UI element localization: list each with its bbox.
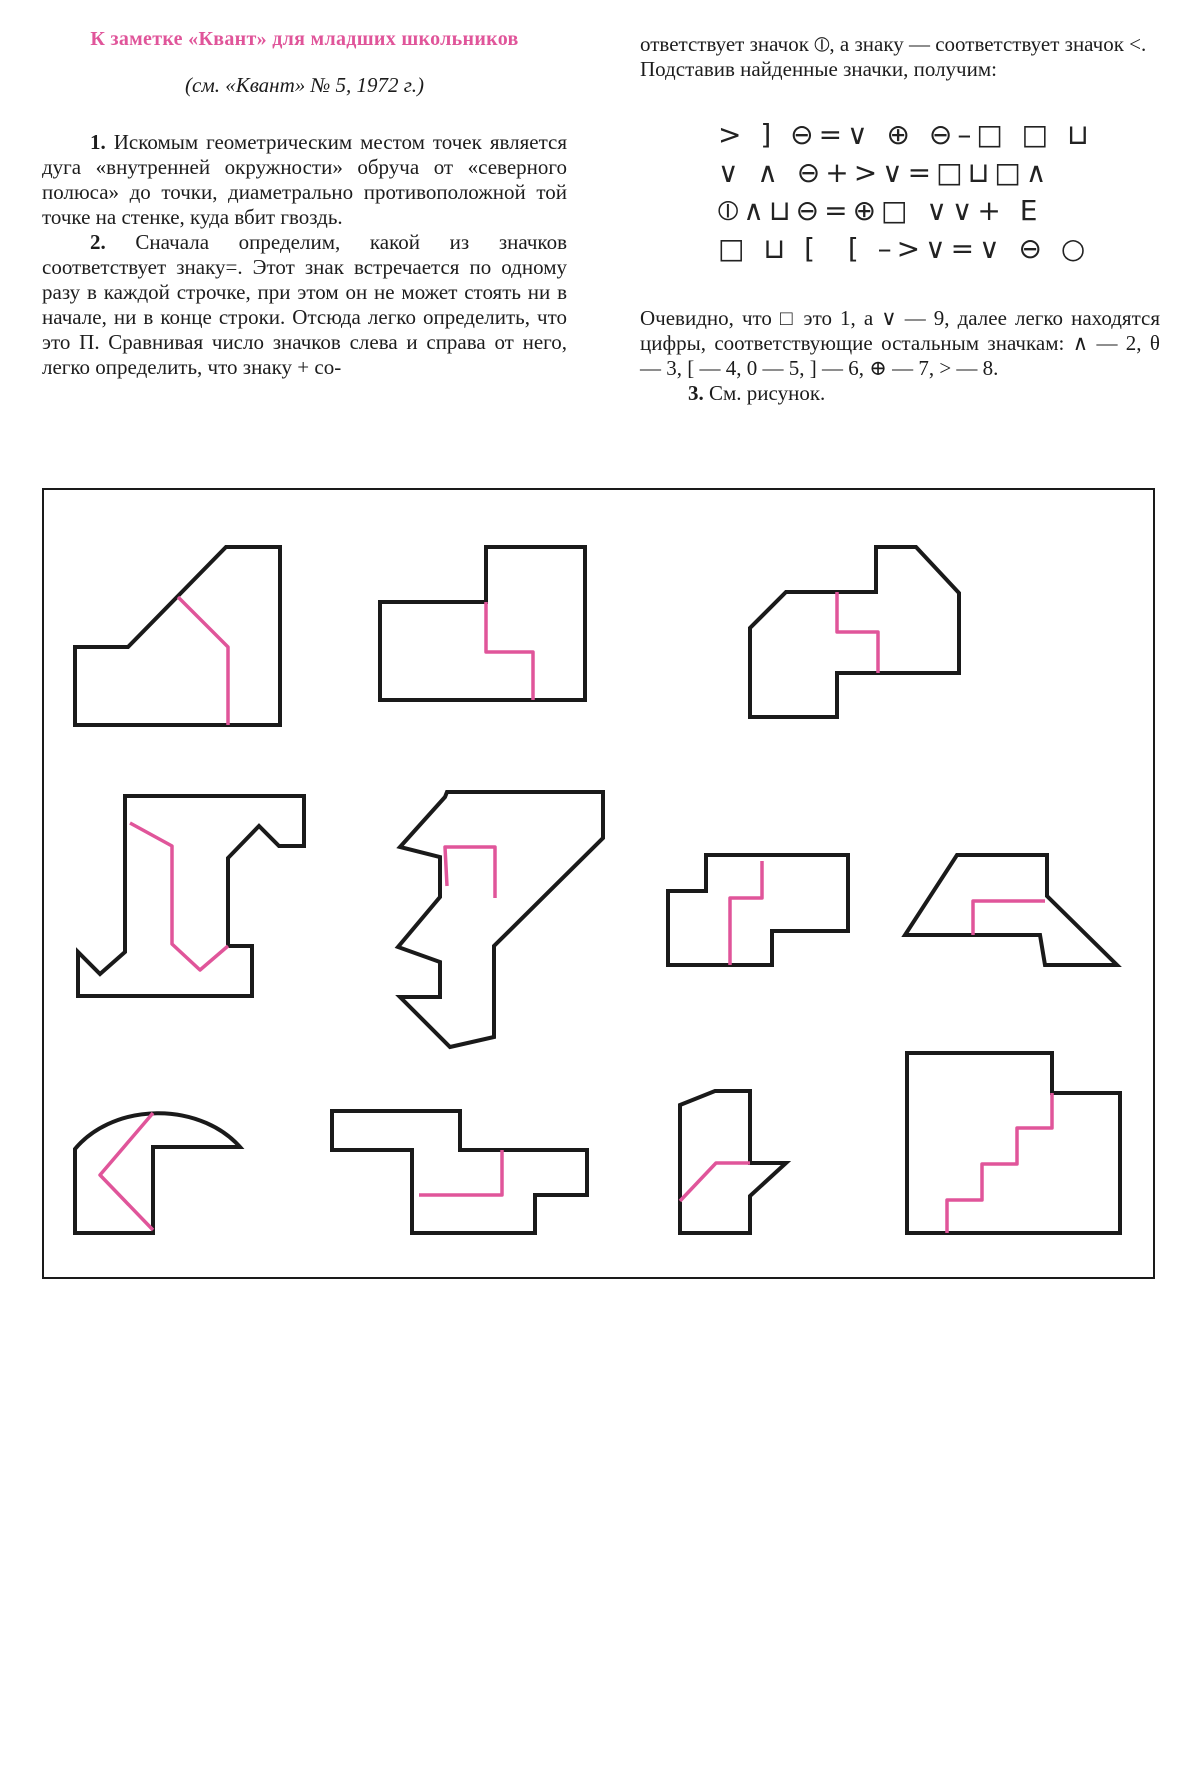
figure-11-cut xyxy=(947,1093,1052,1233)
intro-text: Подставив найденные значки, получим: xyxy=(640,57,997,81)
cipher-line-3: ⦶∧⊔⊖=⊕□ ∨∨+ E xyxy=(718,194,1043,227)
figure-6-outline xyxy=(668,855,848,965)
figure-7-cut xyxy=(973,901,1045,935)
cipher-line-4: □ ⊔ [ [ –>∨=∨ ⊖ ○ xyxy=(718,232,1091,265)
article-heading: К заметке «Квант» для младших школьников xyxy=(90,28,519,50)
article-subheading: (см. «Квант» № 5, 1972 г.) xyxy=(185,73,424,97)
figure-5-outline xyxy=(398,792,603,1047)
figure-8-cut xyxy=(100,1113,153,1230)
paragraph-3-text: См. рисунок. xyxy=(703,381,826,405)
cipher-line-2: ∨ ∧ ⊖+>∨=□⊔□∧ xyxy=(718,156,1052,189)
continuation-text: ответствует значок ⦶, а знаку — соответствует значок <. xyxy=(640,32,1147,56)
figure-1-cut xyxy=(178,597,228,725)
figure-7-outline xyxy=(905,855,1117,965)
figure-4-cut xyxy=(130,823,228,970)
figure-6-cut xyxy=(730,861,762,965)
conclusion-text: Очевидно, что □ это 1, а ∨ — 9, далее легко находятся цифры, соответствующие остальным значкам: ∧ — 2, θ — 3, [ — 4, 0 — 5, ] — 6, ⊕ — 7, > — 8. xyxy=(640,306,1160,380)
figure-11-outline xyxy=(907,1053,1120,1233)
figure-9-cut xyxy=(419,1150,502,1195)
figure-4-outline xyxy=(78,796,304,996)
figure-2-cut xyxy=(486,602,533,700)
figure-2-outline xyxy=(380,547,585,700)
paragraph-3-number: 3. xyxy=(688,381,704,405)
figure-5-cut xyxy=(445,847,495,898)
figure-9-outline xyxy=(332,1111,587,1233)
paragraph-1-number: 1. xyxy=(90,130,106,154)
cipher-line-1: > ] ⊖=∨ ⊕ ⊖–□ □ ⊔ xyxy=(718,118,1094,151)
paragraph-2-number: 2. xyxy=(90,230,106,254)
paragraph-1-text: Искомым геометрическим местом точек является дуга «внутренней окружности» обруча от «северного полюса» до точки, диаметрально противоположной той точке на стенке, куда вбит гвоздь. xyxy=(42,130,567,229)
figure-1-outline xyxy=(75,547,280,725)
figure-3-cut xyxy=(837,592,878,673)
paragraph-2-text: Сначала определим, какой из значков соответствует знаку=. Этот знак встречается по одному разу в каждой строчке, при этом он не может стоять ни в начале, ни в конце строки. Отсюда легко определить, что это П. Сравнивая число значков слева и справа от него, легко определить, что знаку + со- xyxy=(42,230,567,379)
figure-10-cut xyxy=(680,1163,750,1201)
